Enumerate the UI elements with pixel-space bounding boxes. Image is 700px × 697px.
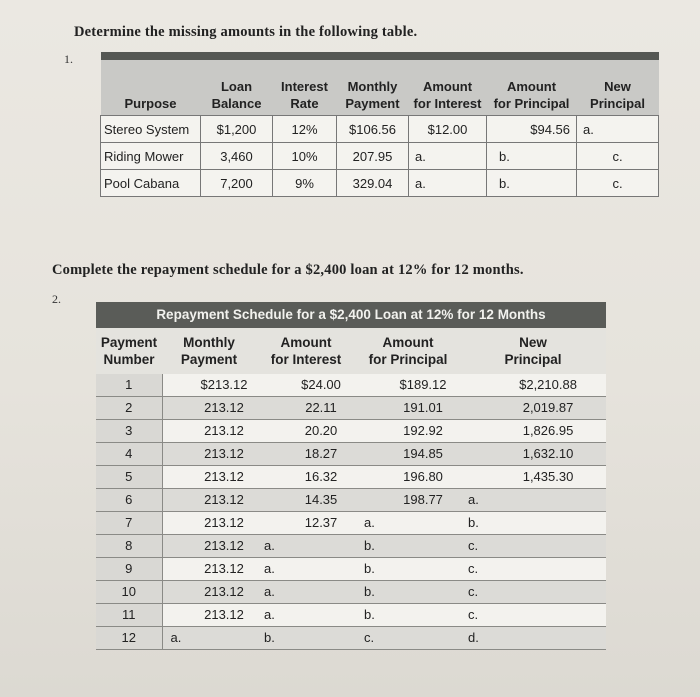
cell-label-a: [162, 397, 192, 420]
cell-amount-interest: $24.00: [286, 374, 356, 397]
cell-new-principal: c.: [577, 143, 659, 170]
cell-amount-interest: [286, 558, 356, 581]
cell-interest: a.: [409, 143, 487, 170]
cell-label-d: c.: [460, 604, 490, 627]
cell-amount-interest: 16.32: [286, 466, 356, 489]
cell-amount-principal: [386, 627, 460, 650]
schedule-row: [96, 512, 606, 535]
header-loan-balance: Loan Balance: [201, 56, 273, 116]
cell-payment-number: 12: [96, 627, 162, 650]
cell-payment-number: 5: [96, 466, 162, 489]
cell-principal: $94.56: [487, 116, 577, 143]
cell-amount-interest: 20.20: [286, 420, 356, 443]
header-interest-rate: Interest Rate: [273, 56, 337, 116]
cell-amount-principal: [386, 604, 460, 627]
cell-new-principal: [490, 558, 606, 581]
section2-number: 2.: [52, 292, 61, 306]
cell-payment-number: 6: [96, 489, 162, 512]
cell-payment-number: 3: [96, 420, 162, 443]
cell-label-d: [460, 420, 490, 443]
cell-label-b: a.: [256, 581, 286, 604]
cell-new-principal: [490, 604, 606, 627]
header-amount-principal: Amount for Principal: [487, 56, 577, 116]
cell-label-d: [460, 443, 490, 466]
cell-payment-number: 8: [96, 535, 162, 558]
header-amount-interest: Amount for Interest: [409, 56, 487, 116]
cell-monthly-payment: [192, 627, 256, 650]
cell-label-b: [256, 397, 286, 420]
table-row: [101, 170, 659, 197]
cell-label-a: [162, 443, 192, 466]
schedule-header-row: [96, 328, 606, 374]
cell-rate: 10%: [273, 143, 337, 170]
cell-label-c: [356, 374, 386, 397]
schedule-row: [96, 604, 606, 627]
cell-amount-interest: [286, 581, 356, 604]
cell-amount-interest: 22.11: [286, 397, 356, 420]
cell-monthly-payment: 213.12: [192, 581, 256, 604]
cell-new-principal: 2,019.87: [490, 397, 606, 420]
cell-label-c: [356, 489, 386, 512]
cell-label-d: a.: [460, 489, 490, 512]
cell-label-a: [162, 604, 192, 627]
cell-payment-number: 7: [96, 512, 162, 535]
cell-label-b: [256, 374, 286, 397]
cell-label-d: c.: [460, 581, 490, 604]
header-new-principal: New Principal: [460, 328, 606, 374]
cell-amount-principal: 198.77: [386, 489, 460, 512]
cell-amount-interest: [286, 535, 356, 558]
cell-amount-principal: [386, 558, 460, 581]
header-payment-number: Payment Number: [96, 328, 162, 374]
header-purpose: Purpose: [101, 56, 201, 116]
cell-payment-number: 10: [96, 581, 162, 604]
cell-label-c: [356, 420, 386, 443]
cell-monthly-payment: 213.12: [192, 512, 256, 535]
cell-monthly-payment: 213.12: [192, 489, 256, 512]
schedule-row: [96, 420, 606, 443]
cell-loan: 3,460: [201, 143, 273, 170]
cell-amount-principal: 196.80: [386, 466, 460, 489]
schedule-row: [96, 489, 606, 512]
cell-rate: 9%: [273, 170, 337, 197]
cell-payment-number: 4: [96, 443, 162, 466]
cell-new-principal: [490, 489, 606, 512]
cell-payment: 329.04: [337, 170, 409, 197]
cell-payment-number: 11: [96, 604, 162, 627]
cell-principal: b.: [487, 143, 577, 170]
cell-new-principal: 1,826.95: [490, 420, 606, 443]
schedule-row: [96, 535, 606, 558]
cell-label-c: [356, 443, 386, 466]
cell-new-principal: [490, 627, 606, 650]
cell-purpose: Pool Cabana: [101, 170, 201, 197]
cell-label-b: [256, 443, 286, 466]
cell-label-b: a.: [256, 535, 286, 558]
cell-label-c: a.: [356, 512, 386, 535]
header-amount-interest: Amount for Interest: [256, 328, 356, 374]
cell-purpose: Riding Mower: [101, 143, 201, 170]
table-row: [101, 143, 659, 170]
cell-principal: b.: [487, 170, 577, 197]
cell-amount-interest: [286, 627, 356, 650]
cell-label-a: [162, 489, 192, 512]
schedule-row: [96, 627, 606, 650]
section1-number: 1.: [64, 52, 73, 66]
cell-monthly-payment: 213.12: [192, 397, 256, 420]
cell-label-d: b.: [460, 512, 490, 535]
cell-amount-principal: $189.12: [386, 374, 460, 397]
cell-label-d: d.: [460, 627, 490, 650]
cell-amount-interest: 18.27: [286, 443, 356, 466]
cell-label-a: [162, 466, 192, 489]
section2-heading: Complete the repayment schedule for a $2,400 loan at 12% for 12 months.: [52, 262, 524, 278]
header-amount-principal: Amount for Principal: [356, 328, 460, 374]
repayment-schedule-table: [96, 328, 606, 650]
cell-amount-principal: [386, 581, 460, 604]
cell-label-d: c.: [460, 535, 490, 558]
cell-label-c: b.: [356, 535, 386, 558]
cell-monthly-payment: 213.12: [192, 604, 256, 627]
header-monthly-payment: Monthly Payment: [337, 56, 409, 116]
cell-monthly-payment: 213.12: [192, 420, 256, 443]
cell-label-c: b.: [356, 581, 386, 604]
cell-monthly-payment: 213.12: [192, 466, 256, 489]
cell-amount-interest: [286, 604, 356, 627]
cell-rate: 12%: [273, 116, 337, 143]
schedule-row: [96, 558, 606, 581]
cell-label-a: a.: [162, 627, 192, 650]
cell-label-a: [162, 512, 192, 535]
cell-amount-principal: 192.92: [386, 420, 460, 443]
cell-interest: a.: [409, 170, 487, 197]
cell-label-b: [256, 466, 286, 489]
cell-label-b: [256, 512, 286, 535]
cell-label-b: [256, 420, 286, 443]
cell-label-d: [460, 397, 490, 420]
cell-label-c: [356, 466, 386, 489]
cell-new-principal: 1,632.10: [490, 443, 606, 466]
cell-interest: $12.00: [409, 116, 487, 143]
cell-new-principal: c.: [577, 170, 659, 197]
schedule-row: [96, 466, 606, 489]
schedule-title: Repayment Schedule for a $2,400 Loan at 12% for 12 Months: [96, 302, 606, 328]
cell-new-principal: a.: [577, 116, 659, 143]
cell-label-d: [460, 466, 490, 489]
cell-monthly-payment: $213.12: [192, 374, 256, 397]
cell-new-principal: 1,435.30: [490, 466, 606, 489]
cell-payment: $106.56: [337, 116, 409, 143]
missing-amounts-table: [100, 52, 659, 197]
cell-monthly-payment: 213.12: [192, 558, 256, 581]
header-new-principal: New Principal: [577, 56, 659, 116]
cell-label-c: b.: [356, 558, 386, 581]
cell-label-a: [162, 581, 192, 604]
cell-label-d: [460, 374, 490, 397]
cell-label-a: [162, 558, 192, 581]
cell-payment-number: 1: [96, 374, 162, 397]
cell-label-c: b.: [356, 604, 386, 627]
cell-amount-interest: 12.37: [286, 512, 356, 535]
cell-loan: 7,200: [201, 170, 273, 197]
cell-amount-principal: 194.85: [386, 443, 460, 466]
cell-amount-principal: [386, 535, 460, 558]
cell-label-b: a.: [256, 604, 286, 627]
cell-amount-principal: 191.01: [386, 397, 460, 420]
cell-payment: 207.95: [337, 143, 409, 170]
schedule-row: [96, 581, 606, 604]
cell-payment-number: 9: [96, 558, 162, 581]
cell-new-principal: [490, 512, 606, 535]
cell-label-b: a.: [256, 558, 286, 581]
table-row: [101, 116, 659, 143]
section1-heading: Determine the missing amounts in the following table.: [74, 24, 418, 40]
cell-new-principal: $2,210.88: [490, 374, 606, 397]
cell-monthly-payment: 213.12: [192, 443, 256, 466]
cell-new-principal: [490, 535, 606, 558]
cell-label-a: [162, 374, 192, 397]
cell-label-b: b.: [256, 627, 286, 650]
cell-monthly-payment: 213.12: [192, 535, 256, 558]
cell-label-c: [356, 397, 386, 420]
cell-loan: $1,200: [201, 116, 273, 143]
header-monthly-payment: Monthly Payment: [162, 328, 256, 374]
cell-label-a: [162, 420, 192, 443]
cell-label-a: [162, 535, 192, 558]
cell-amount-principal: [386, 512, 460, 535]
cell-label-c: c.: [356, 627, 386, 650]
schedule-row: [96, 397, 606, 420]
cell-label-d: c.: [460, 558, 490, 581]
schedule-row: [96, 374, 606, 397]
cell-payment-number: 2: [96, 397, 162, 420]
cell-amount-interest: 14.35: [286, 489, 356, 512]
cell-purpose: Stereo System: [101, 116, 201, 143]
table-header-row: [101, 56, 659, 116]
cell-new-principal: [490, 581, 606, 604]
schedule-row: [96, 443, 606, 466]
cell-label-b: [256, 489, 286, 512]
